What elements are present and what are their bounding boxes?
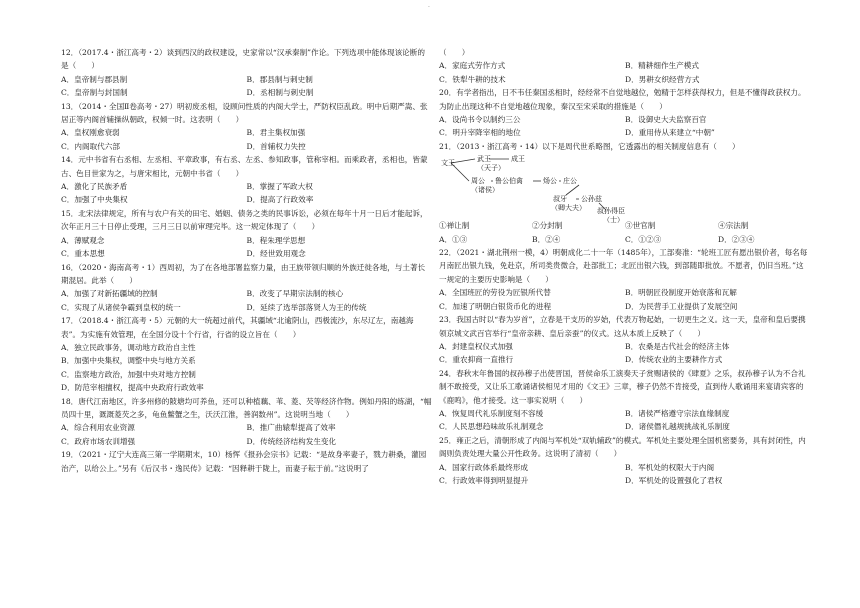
option: C．加速了明朝白银货币化的进程	[439, 301, 552, 311]
option: C．铁犁牛耕的技术	[439, 74, 506, 84]
option: B．诸侯严格遵守宗法血缘制度	[625, 408, 730, 418]
option-grid	[61, 180, 432, 207]
right-column	[439, 46, 811, 487]
option: A．设尚书令以制约三公	[439, 115, 521, 125]
option-grid	[439, 340, 811, 367]
diagram-node-daifu: （卿大夫）	[551, 204, 586, 213]
option: D．首辅权力失控	[246, 141, 306, 151]
question-stem: 12．（2017.4・浙江高考・2）谈到西汉的政权建设，史家常以“汉承秦制”作论。下列选项中能体现该论断的是（ ）	[61, 48, 425, 71]
option: A．激化了民族矛盾	[61, 182, 128, 192]
option: C．人民思想趋味故乐礼制观念	[439, 422, 544, 432]
statement: ①禅让制	[439, 221, 470, 231]
option: D．男耕女织经营方式	[625, 74, 700, 84]
option: A．加强了对新拓疆域的控制	[61, 289, 158, 299]
option: B．程朱理学思想	[246, 235, 306, 245]
question-stem: 18．唐代江南地区，许多州修的陂塘均可养鱼，还可以种植藕、苇、菱、芡等经济作物。例如丹阳的练湖，“幅员四十里，溉溉菱芡之多，龟鱼鳖蟹之生，沃沃江淮，善润数州”。这说明当地（ ）	[61, 396, 432, 419]
option: C．皇帝制与封国制	[61, 88, 128, 98]
option: C．①②③	[625, 234, 662, 244]
diagram-node-tianzi: （天子）	[477, 164, 505, 173]
option: B．掌握了军政大权	[246, 182, 313, 192]
diagram-node-gongsun: 公孙兹	[581, 195, 602, 204]
option: D．②③④	[718, 234, 755, 244]
option: C．加强了中央集权	[61, 195, 128, 205]
option: B．君主集权加强	[246, 128, 306, 138]
question-stem: 17．（2018.4・浙江高考・5）元朝的大一统超过前代，其疆域“北逾阴山，西极流沙，东尽辽左，南越海表”。为实施有效管理，在全国分设十个行省，行省的设立旨在（ ）	[61, 316, 414, 339]
option: B．精耕细作生产模式	[625, 61, 699, 71]
question-stem: 16．（2020・海南高考・1）西周初，为了在各地部署监察力量，由王族带领归顺的外族迁徙各地，与土著长期混居。此举（ ）	[61, 262, 426, 285]
option: A．国家行政体系最终形成	[439, 462, 529, 472]
question-stem: 25．雍正之后，清朝形成了内阁与军机处“双轨辅政”的模式。军机处主要处理全国机密要务，具有封闭性，内阁则负责处理大量公开性政务。这说明了清初（ ）	[439, 435, 806, 459]
diagram-line	[566, 185, 579, 195]
option: C．政府市场农训增强	[61, 436, 136, 446]
option: B．明朝匠役制度开始衰落和瓦解	[625, 288, 737, 298]
option: D．传统农业的主要耕作方式	[625, 355, 723, 365]
option: D．为民营手工业提供了发展空间	[625, 301, 738, 311]
question-stem: 14．元中书省有右丞相、左丞相、平章政事，有右丞、左丞、参知政事，管称宰相。而乘政者，丞相也，皆蒙古、色目世家为之，与唐宋相比，元朝中书省（ ）	[61, 155, 428, 178]
option: A．皇权刚愈衰弱	[61, 128, 120, 138]
diagram-node-shusun: 叔孙得臣	[597, 207, 625, 216]
option: C．行政效率得到明显提升	[439, 475, 529, 485]
diagram-node-shuya: 叔牙	[553, 195, 567, 204]
option: B．军机处的权限大于内阁	[625, 462, 715, 472]
left-column	[61, 46, 432, 475]
option: C．明升宰降宰相的地位	[439, 128, 521, 138]
question-stem: 13．（2014・全国Ⅱ卷高考・27）明初废丞相，设顾问性质的内阁大学士，严防权臣乱政。明中后期严嵩、张居正等内阁首辅操纵朝政，权倾一时。这表明（ ）	[61, 101, 428, 125]
option: A．①③	[439, 234, 468, 244]
option: C．重农抑商一直推行	[439, 355, 514, 365]
option-grid	[439, 461, 811, 488]
diagram-node-wenwang: 文王	[441, 159, 455, 168]
question-stem: 24．春秋末年鲁国的叔孙穆子出使晋国，晋侯命乐工演奏天子赏赐诸侯的《肆夏》之乐，叔孙穆子认为不合礼制不敢接受，又让乐工歌诵诸侯相见才用的《文王》三章，穆子仍然不肯接受，直到侍人歌诵用来宴请宾客的《鹿鸣》，他才接受。这一事实说明（ ）	[439, 368, 806, 405]
option: B．加强中央集权，调整中央与地方关系	[61, 356, 196, 366]
diagram-node-boqin: 鲁公伯禽	[495, 177, 523, 186]
option: C．监察地方政治，加强中央对地方控制	[61, 369, 196, 379]
zhou-genealogy-diagram	[441, 155, 631, 225]
option: D．经世致用观念	[246, 249, 306, 259]
option: A．封建皇权仪式加强	[439, 341, 513, 351]
option: A．综合利用农业资源	[61, 423, 135, 433]
statement: ②分封制	[532, 221, 563, 231]
option-grid	[439, 113, 811, 140]
option: B．②④	[532, 234, 561, 244]
option: B．改变了早期宗法制的核心	[246, 289, 344, 299]
question-stem: 15．北宋法律规定，所有与农户有关的田宅、婚姻、债务之类的民事诉讼，必须在每年十月一日后才能起诉，次年正月三十日停止受理，三月三日以前审理完毕。这一规定体现了（ ）	[61, 208, 428, 232]
option: A．家庭式劳作方式	[439, 61, 506, 71]
option-grid	[61, 287, 432, 314]
option: C．重本思想	[61, 249, 105, 259]
question-stem: 20．有学者指出，日不韦任秦国丞相时，经经常不自觉地越位，勉精于怎样获得权力，但是不懂得政获权力。为防止出现这种不自觉地越位现象，秦汉至宋采取的措施是（ ）	[439, 88, 806, 111]
option: A．薄赋观念	[61, 235, 105, 245]
option: A．独立民政事务，调动地方政治自主性	[61, 342, 196, 352]
option-grid	[61, 234, 432, 261]
option: D．诸侯僭礼越规挑战礼乐制度	[625, 422, 730, 432]
diagram-node-wuwang: 武王	[477, 155, 491, 164]
option: B．设御史大夫监察百官	[625, 115, 707, 125]
diagram-node-chengwang: 成王	[511, 155, 525, 164]
option: C．内阁取代六部	[61, 141, 120, 151]
option-grid	[439, 59, 811, 86]
option: D．丞相制与刺史制	[246, 88, 314, 98]
diagram-node-zhuanggong: 庄公	[563, 177, 577, 186]
diagram-node-shi: （士）	[603, 216, 624, 225]
diagram-node-liugong: 炀公	[543, 177, 557, 186]
option: D．传统经济结构发生变化	[246, 436, 337, 446]
option: D．提高了行政效率	[246, 195, 314, 205]
diagram-node-zhuhou: （诸侯）	[471, 186, 499, 195]
option-grid	[439, 286, 811, 313]
option: A．全国班匠的劳役为匠银所代替	[439, 288, 551, 298]
option-grid	[439, 407, 811, 434]
diagram-node-zhougong: 周公	[471, 177, 485, 186]
question-stem: 23．我国古时以“春为岁首”，立春是干支历的岁始，代表万物起始，一切更生之义。这一天，皇帝和皇后要携领京城文武百官举行“皇帝亲耕、皇后亲蚕”的仪式。这从本质上反映了（ ）	[439, 315, 806, 338]
option: D．军机处的设置强化了君权	[625, 475, 723, 485]
option: A．皇帝制与郡县制	[61, 74, 128, 84]
question-stem: 21．（2013・浙江高考・14）以下是周代世系略图，它透露出的相关制度信息有（ ）	[439, 141, 740, 151]
option-grid	[61, 126, 432, 153]
option-grid	[61, 421, 432, 448]
option: B．推广曲辕犁提高了效率	[246, 423, 336, 433]
option: D．重用侍从来建立“中朝”	[625, 128, 715, 138]
option: B．郡县制与刺史制	[246, 74, 313, 84]
option-grid	[439, 233, 811, 246]
question-stem: 19．（2021・辽宁大连高三第一学期期末，10）杨恽《报孙会宗书》记载：“是故身率妻子，戮力耕桑，灌园治产，以给公上。”另有《后汉书・逸民传》记载：“因释耕于陇上，而妻子耘于前。”这说明了	[61, 450, 427, 473]
statement: ③世官制	[625, 221, 656, 231]
option: A．恢复周代礼乐制度刻不容缓	[439, 408, 544, 418]
page-mark: ·	[428, 4, 430, 11]
question-stem: 22．（2021・湖北荆州一模，4）明朝成化二十一年（1485年），工部奏准：“轮班工匠有愿出银价者，每名每月南匠出银九钱，免赴京，所司类贵微合，赴部批工；北匠出银六钱，到部随即批放。不愿者，仍旧当班。”这一规定的主要历史影响是（ ）	[439, 248, 808, 284]
option: D．延续了选举部落贤人为王的传统	[246, 302, 367, 312]
statement: ④宗法制	[718, 221, 749, 231]
option: B．农桑是古代社会的经济主体	[625, 341, 730, 351]
option-grid	[61, 73, 432, 100]
option: C．实现了从诸侯争霸到皇权的统一	[61, 302, 181, 312]
option: D．防范宰相擅权，提高中央政府行政效率	[61, 383, 204, 393]
question-stem: （ ）	[439, 48, 470, 57]
